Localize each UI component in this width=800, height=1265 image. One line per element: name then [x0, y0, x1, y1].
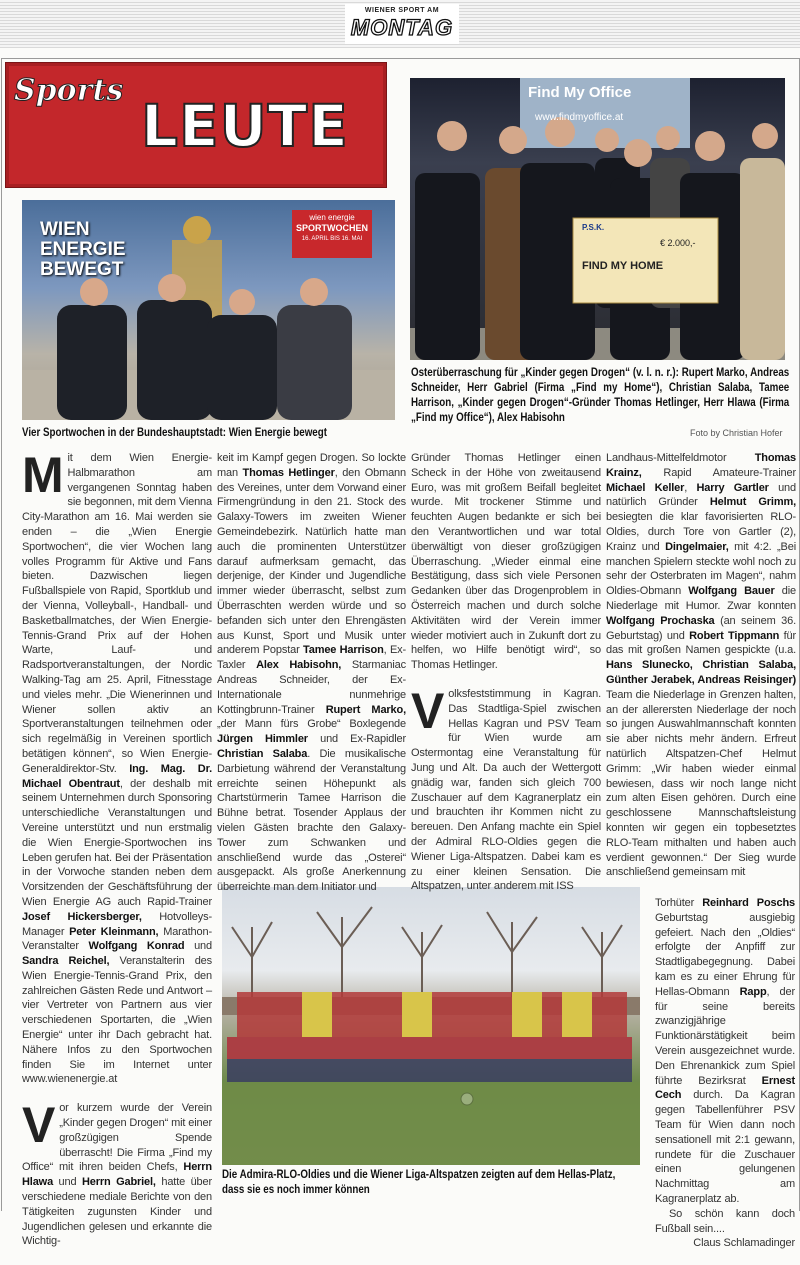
- text-run: Rapid Amateure-Trainer: [641, 466, 796, 479]
- text-run: Geburtstag ausgiebig gefeiert. Nach den „Oldies“ erfolgte der Anpfiff zur Stadtligabegegnung. Dabei kam es zu einer Ehrung für Hellas-Obmann: [655, 911, 795, 998]
- text-run: or kurzem wurde der Verein „Kinder gegen Drogen“ mit einer großzügigen Spende überrascht! Die Firma „Find my Office“ mit ihren beiden Chefs,: [22, 1102, 212, 1174]
- text-run: (an seinem 36. Geburtstag) und: [606, 614, 796, 642]
- text-run: So schön kann doch Fußball sein....: [655, 1207, 795, 1235]
- text-run: besiegten die klar favorisierten RLO-Oldies, durch Tore von Gartler (2), Krainz und: [606, 511, 796, 553]
- sportwochen-sign: [292, 212, 372, 245]
- photo-kinder-gegen-drogen: [410, 78, 785, 360]
- text-run: keit im Kampf gegen Drogen. So lockte man: [217, 452, 406, 479]
- montag-logo: [345, 4, 459, 44]
- text-run: Claus Schlamadinger: [693, 1237, 795, 1250]
- article-paragraph: [655, 896, 795, 1207]
- text-run: und natürlich Gründer: [606, 481, 796, 509]
- banner-title: LEUTE: [141, 92, 349, 160]
- article-column-3: [411, 451, 601, 908]
- check-amount: € 2.000,-: [660, 238, 696, 248]
- bold-name: Rupert Marko,: [325, 703, 406, 716]
- bold-name: Helmut Grimm,: [709, 496, 796, 509]
- text-run: und: [53, 1176, 82, 1189]
- bold-name: Herrn Hlawa: [22, 1161, 212, 1189]
- article-paragraph: [22, 1097, 212, 1249]
- section-banner: [5, 62, 387, 188]
- bold-name: Rapp: [739, 985, 767, 998]
- text-run: mit 4:2. „Bei manchen Spielern steckte wohl noch zu sehr der Osterbraten im Magen“, nahm Oldies-Obmann: [606, 540, 796, 598]
- photo-wien-energie: [22, 200, 395, 420]
- photo-football-teams: [222, 887, 640, 1165]
- bold-name: Wolfgang Prochaska: [606, 614, 715, 627]
- text-run: Hotvolleys-Manager: [22, 910, 212, 938]
- bold-name: Dingelmaier,: [665, 540, 729, 553]
- check-payee: FIND MY HOME: [582, 260, 664, 272]
- text-run: Torhüter: [655, 897, 703, 909]
- bold-name: Jürgen Himmler: [217, 733, 308, 746]
- bold-name: Harry Gartler: [696, 481, 769, 494]
- billboard-text: WIEN ENERGIE BEWEGT: [40, 219, 126, 280]
- photo-wien-energie-caption: Vier Sportwochen in der Bundeshauptstadt: Wien Energie bewegt: [22, 427, 327, 439]
- text-run: . Die musikalische Darbietung während der Veranstaltung erreichte seinen Höhepunkt als Chartstürmerin Tamee Harrison die Bühne betrat. Tosender Applaus der vielen Gästen brachte den Galaxy-Tower zum Schwanken und anschließend wurde das „Osterei“ ausgepackt. Als große Anerkennung überreichte man dem Initiator und: [217, 747, 406, 894]
- author-signature: [655, 1236, 795, 1251]
- back-row-players: [237, 992, 627, 1037]
- sign-dates: 16. APRIL BIS 16. MAI: [301, 236, 363, 242]
- bold-name: Alex Habisohn,: [256, 659, 342, 672]
- article-paragraph: [655, 1207, 795, 1237]
- text-run: Starmaniac Andreas Schneider, der Ex-Internationale nunmehrige Kottingbrunn-Trainer: [217, 659, 406, 716]
- text-run: it dem Wien Energie-Halbmarathon am vergangenen Sonntag haben sie begonnen, mit dem Vienna City-Marathon am 16. Mai werden sie enden – die „Wien Energie Sportwochen“, die vier Wochen lang volles Programm für Aktive und Fans bieten. Dazwischen liegen Fußballspiele von Rapid, Sportklub und der Vienna, Volleyball-, Handball- und Basketballmatches, der Wien Energie-Tennis-Grand Prix auf der Hohen Warte, Lauf- und Radsportveranstaltungen, der Nordic Walking-Tag am 25. April, Fitnesstage und vieles mehr. „Die Wienerinnen und Wiener sollen aktiv an Sportveranstaltungen teilnehmen oder sich regelmäßig in Vereinen sportlich betätigen können“, so Wien Energie-Generaldirektor-Stv.: [22, 452, 212, 775]
- bold-name: Ing. Mag. Dr. Michael Obentraut: [22, 762, 213, 790]
- photo-credit: Foto by Christian Hofer: [690, 428, 783, 438]
- logo-title: MONTAG: [350, 15, 454, 40]
- bold-name: Thomas Krainz,: [606, 452, 796, 479]
- bold-name: Ernest Cech: [655, 1074, 795, 1102]
- check-bank: P.S.K.: [582, 223, 605, 232]
- bold-name: Robert Tippmann: [689, 629, 780, 642]
- text-run: , der deshalb mit seinem Unternehmen durch Sponsoring unterschiedliche Veranstaltungen und Vereine unterstützt und nun erstmalig die Wien Energie-Sportwochen ins Leben gerufen hat. Bei der Präsentation in der Vorwoche standen neben dem Vorsitzenden der Geschäftsführung der Wien Energie AG auch Rapid-Trainer: [22, 777, 212, 908]
- bold-name: Sandra Reichel,: [22, 955, 110, 968]
- article-paragraph: [22, 447, 213, 1087]
- logo-top-line: WIENER SPORT AM: [364, 7, 440, 14]
- bold-name: Tamee Harrison: [302, 644, 384, 657]
- text-run: hatte über verschiedene mediale Berichte von den Tätigkeiten zugunsten Kinder und Jugendlichen gelesen und erkannte die Wichtig-: [22, 1176, 212, 1248]
- bold-name: Wolfgang Bauer: [688, 585, 775, 598]
- article-column-1: [22, 447, 213, 1263]
- photo-football-teams-scene: [222, 887, 640, 1165]
- article-paragraph: [411, 451, 601, 673]
- bold-name: Michael Keller: [606, 481, 685, 494]
- text-run: Veranstalterin des Wien Energie-Tennis-Grand Prix, den zahlreichen Gästen Rede und Antwort – vier Vertreter von Partnern aus vier verschiedenen Sportarten, die „Wien Energie“ unter ihr Dach gebracht hat. Nähere Infos zu den Sportwochen finden Sie im Internet unter www.wienenergie.at: [22, 955, 212, 1086]
- photo-kinder-gegen-drogen-caption: Osterüberraschung für „Kinder gegen Drogen“ (v. l. n. r.): Rupert Marko, Andreas Schneider, Herr Gabriel (Firma „Find my Home“), Christian Salaba, Tamee Harrison, „Kinder gegen Drogen“-Gründer Thomas Hetlinger, Herr Hlawa (Firma „Find my Office“), Alex Habisohn: [411, 367, 790, 424]
- sign-title: SPORTWOCHEN: [296, 223, 368, 233]
- text-run: , der für seine bereits zwanzigjährige Funktionärstätigkeit beim Verein ausgezeichnet wurde. Den Ehrenankick zum Spiel führte Bezirksrat: [655, 985, 795, 1087]
- text-run: und Ex-Rapidler: [307, 733, 406, 746]
- bold-name: Josef Hickersberger,: [22, 910, 142, 923]
- bold-name: Reinhard Poschs: [702, 897, 796, 909]
- text-run: Landhaus-Mittelfeldmotor: [606, 452, 755, 464]
- findmyoffice-url: www.findmyoffice.at: [535, 112, 624, 123]
- text-run: , Ex-Taxler: [217, 644, 406, 672]
- text-run: olksfeststimmung in Kagran. Das Stadtliga-Spiel zwischen Hellas Kagran und PSV Team für Wien wurde am Ostermontag eine Veranstaltung für Jung und Alt. Da auch der Wettergott gnädig war, fanden sich gleich 700 Zuschauer auf dem Kagranerplatz ein und brauchten ihr Kommen nicht zu bereuen. Den Anfang machte ein Spiel der Admiral RLO-Oldies gegen die Wiener Liga-Altspatzen. Dabei kam es zu einer kleinen Sensation. Die Altspatzen, unter anderem mit ISS: [411, 687, 601, 893]
- article-column-5: [655, 896, 795, 1265]
- text-run: Gründer Thomas Hetlinger einen Scheck in der Höhe von zweitausend Euro, was mit großem Beifall begleitet wurde. Mit trockener Stimme und feuchten Augen bedankte er sich bei den Verantwortlichen und war total überwältigt von dieser großzügigen Überraschung. „Wieder einmal eine Bestätigung, dass sich viele Personen Gedanken über das Drogenproblem in Österreich machen und durch solche Aktivitäten wird der Verein immer wieder motiviert auch in Zukunft dort zu helfen, wo Hilfe benötigt wird“, so Thomas Hetlinger.: [411, 452, 601, 672]
- sign-brand: wien energie: [309, 213, 355, 222]
- text-run: die Niederlage mit Humor. Zwar konnten: [606, 585, 796, 612]
- banner-script-text: Sports: [14, 73, 124, 108]
- bold-name: Peter Kleinmann,: [69, 925, 159, 938]
- findmyoffice-banner: Find My Office: [528, 84, 632, 101]
- bold-name: Herrn Gabriel,: [81, 1176, 156, 1189]
- text-run: Team die Niederlage in Grenzen halten, an der allerersten Niederlage der noch so jungen Auswahlmannschaft konnten sie aber nichts mehr ändern. Erfreut natürlich Altspatzen-Chef Helmut Grimm: „Wir haben wieder einmal bewiesen, dass wir noch lange nicht zum alten Eisen gehören. Durch eine geschlossene Mannschaftsleistung konnten wir gegen ein topbesetztes RLO-Team mithalten und haben auch verdient gewonnen.“ Der Sieg wurde anschließend gemeinsam mit: [606, 688, 796, 879]
- article-paragraph: [606, 451, 796, 880]
- article-paragraph: [411, 682, 601, 894]
- bold-name: Hans Slunecko, Christian Salaba, Günther Jerabek, Andreas Reisinger): [606, 659, 796, 686]
- text-run: für das mit großen Namen gespickte (u.a.: [606, 629, 796, 657]
- text-run: und: [184, 940, 212, 953]
- article-column-2: [217, 451, 406, 909]
- bold-name: Thomas Hetlinger: [242, 466, 335, 479]
- masthead: [0, 0, 800, 48]
- article-paragraph: [217, 451, 406, 895]
- drop-cap: V: [411, 682, 445, 739]
- text-run: Marathon-Veranstalter: [22, 925, 212, 953]
- drop-cap: M: [22, 447, 64, 503]
- drop-cap: V: [22, 1097, 56, 1154]
- text-run: durch. Da Kagran gegen Tabellenführer PSV Team für Wien dann noch sensationell mit 2:1 gewann, rundete für die Zuschauer einen gelungenen Nachmittag am Kagranerplatz ab.: [655, 1089, 795, 1205]
- article-column-4: [606, 451, 796, 894]
- bold-name: Wolfgang Konrad: [88, 940, 185, 953]
- text-run: , den Obmann des Vereines, unter dem Vorwand einer Firmengründung in den 21. Stock des Galaxy-Towers im zweiten Wiener Gemeindebezirk. Natürlich hatte man auch die prominenten Unterstützer darauf aufmerksam gemacht, das derjenige, der Kinder und Jugendliche immer wieder überrascht, selbst zum Überraschten werden würde und so befanden sich unter den Ehrengästen aus Kunst, Sport und Musik unter anderem Popstar: [217, 466, 406, 657]
- text-run: ,: [684, 481, 697, 494]
- bold-name: Christian Salaba: [217, 747, 308, 760]
- text-run: „der Mann fürs Grobe“ Boxlegende: [217, 718, 406, 731]
- photo-football-teams-caption: Die Admira-RLO-Oldies und die Wiener Liga-Altspatzen zeigten auf dem Hellas-Platz, dass sie es noch immer können: [222, 1169, 616, 1196]
